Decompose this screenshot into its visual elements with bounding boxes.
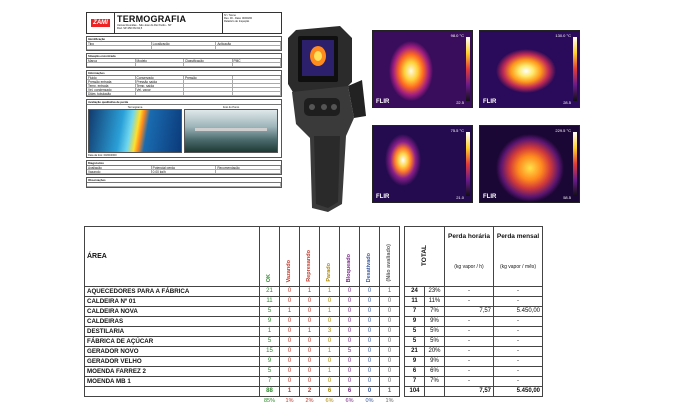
status-count: 6 <box>320 387 340 397</box>
form-cell <box>233 80 282 83</box>
form-cell: Classificação <box>184 59 233 62</box>
subtitle-line: Rod. SP-350 KM 92,5 <box>117 27 143 31</box>
status-count: 5 <box>260 307 280 317</box>
status-count: 0 <box>300 297 320 307</box>
thermal-image-4 <box>479 125 580 203</box>
total-count: 21 <box>405 347 425 357</box>
min-temp-label: 21.0 <box>456 195 464 200</box>
report-header <box>86 12 282 34</box>
form-cell <box>216 170 281 173</box>
perda-mensal-value: 5.450,00 <box>494 387 543 397</box>
perda-horaria-value: - <box>445 287 494 297</box>
perda-horaria-value: 7,57 <box>445 387 494 397</box>
status-count: 2 <box>300 387 320 397</box>
status-count: 1 <box>320 367 340 377</box>
status-count: 0 <box>380 337 400 347</box>
images-section-title: Avaliação qualitativa de perda <box>87 100 281 105</box>
form-row <box>87 46 281 50</box>
status-count: 5 <box>260 337 280 347</box>
form-cell <box>184 88 233 91</box>
form-cell: Potencial perda <box>152 166 217 169</box>
form-cell <box>233 92 282 95</box>
temperature-scale <box>466 37 470 101</box>
status-count: 15 <box>260 347 280 357</box>
perda-mensal-value: - <box>494 357 543 367</box>
status-count: 0 <box>340 367 360 377</box>
totals-row <box>85 387 543 397</box>
perda-horaria-value: - <box>445 327 494 337</box>
total-count: 24 <box>405 287 425 297</box>
form-row <box>87 183 281 187</box>
perda-mensal-header <box>494 227 543 287</box>
temperature-scale <box>466 132 470 196</box>
area-name: CALDEIRAS <box>85 317 260 327</box>
perda-mensal-value: - <box>494 297 543 307</box>
table-row <box>85 287 543 297</box>
perda-unit: (kg vapor / mês) <box>499 264 537 270</box>
area-name: GERADOR VELHO <box>85 357 260 367</box>
status-count: 0 <box>280 337 300 347</box>
temperature-scale <box>573 37 577 101</box>
title-area <box>115 13 223 33</box>
total-percent: 9% <box>425 317 445 327</box>
subtitle-line: Usinas Reunidas - São José do Rio Pardo - SP <box>117 24 172 27</box>
thermal-image-2 <box>479 30 580 108</box>
perda-title: Perda horária <box>448 233 490 240</box>
status-count: 0 <box>360 387 380 397</box>
form-cell: Temp. entrada <box>87 84 136 87</box>
logo-text: ZAMI <box>93 20 108 26</box>
area-name: MOENDA MB 1 <box>85 377 260 387</box>
form-cell: Fluido <box>87 76 136 79</box>
total-percent: 5% <box>425 337 445 347</box>
report-form <box>86 12 282 222</box>
table-row <box>85 347 543 357</box>
min-temp-label: 28.5 <box>563 100 571 105</box>
inspection-summary-table <box>84 226 543 406</box>
thermal-image-3 <box>372 125 473 203</box>
status-count: 1 <box>380 287 400 297</box>
status-count: 9 <box>260 317 280 327</box>
form-cell <box>184 80 233 83</box>
table-row <box>85 327 543 337</box>
status-count: 0 <box>380 367 400 377</box>
status-label: OK <box>266 273 272 282</box>
status-count: 1 <box>300 327 320 337</box>
status-count: 0 <box>300 347 320 357</box>
perda-mensal-value: - <box>494 337 543 347</box>
total-label: TOTAL <box>421 244 428 267</box>
perda-mensal-value: - <box>494 377 543 387</box>
form-section-title: Observações <box>87 178 281 183</box>
form-cell <box>136 63 185 66</box>
total-count: 104 <box>405 387 425 397</box>
status-count: 0 <box>280 367 300 377</box>
form-cell: Vazando <box>87 170 152 173</box>
status-count: 1 <box>320 307 340 317</box>
thermal-image-1 <box>372 30 473 108</box>
status-label: Bloqueado <box>346 253 352 282</box>
status-count: 0 <box>360 287 380 297</box>
form-cell: Tipo <box>87 42 152 45</box>
status-count: 6 <box>340 387 360 397</box>
form-row <box>87 170 281 174</box>
thermal-camera-image <box>282 24 378 214</box>
status-count: 1 <box>280 307 300 317</box>
status-count: 0 <box>280 347 300 357</box>
status-count: 9 <box>260 357 280 367</box>
status-label: Desativado <box>366 252 372 282</box>
images-section <box>86 99 282 158</box>
perda-mensal-value: 5.450,00 <box>494 307 543 317</box>
perda-horaria-value: - <box>445 297 494 307</box>
status-count: 0 <box>380 297 400 307</box>
status-count: 5 <box>260 367 280 377</box>
perda-horaria-value: - <box>445 357 494 367</box>
table-row <box>85 297 543 307</box>
thermogram-caption: Termograma <box>127 106 143 109</box>
table-body <box>85 287 543 407</box>
status-count: 7 <box>260 377 280 387</box>
status-count: 0 <box>360 367 380 377</box>
status-count: 0 <box>340 377 360 387</box>
meta-line: Rev. 00 - Data: 00/00/00 <box>224 17 253 21</box>
form-section <box>86 36 282 51</box>
total-column-header <box>405 227 445 287</box>
status-count: 1 <box>280 387 300 397</box>
flir-logo: FLIR <box>376 194 390 200</box>
status-label: Parado <box>326 263 332 282</box>
form-cell: Avaliação <box>87 166 152 169</box>
status-percent: 1% <box>285 398 294 404</box>
status-count: 0 <box>340 317 360 327</box>
perda-mensal-value: - <box>494 347 543 357</box>
form-section-title: Situação encontrada <box>87 54 281 59</box>
status-count: 1 <box>260 327 280 337</box>
total-percent <box>425 387 445 397</box>
table-row <box>85 377 543 387</box>
status-count: 0 <box>340 327 360 337</box>
status-count: 1 <box>380 387 400 397</box>
form-cell: PMC <box>233 59 282 62</box>
thermogram-image <box>88 109 182 153</box>
max-temp-label: 75.5 °C <box>450 128 464 133</box>
area-name: MOENDA FARREZ 2 <box>85 367 260 377</box>
status-count: 0 <box>300 307 320 317</box>
status-count: 0 <box>380 307 400 317</box>
form-cell: Temp. saída <box>136 84 185 87</box>
status-count: 0 <box>280 327 300 337</box>
status-count: 0 <box>280 377 300 387</box>
status-count: 0 <box>380 347 400 357</box>
perda-title: Perda mensal <box>496 233 540 240</box>
total-percent: 7% <box>425 307 445 317</box>
form-section-title: Diagnóstico <box>87 161 281 166</box>
total-count: 7 <box>405 307 425 317</box>
perda-mensal-value: - <box>494 367 543 377</box>
zami-logo <box>87 13 115 33</box>
temperature-scale <box>573 132 577 196</box>
area-name: CALDEIRA NOVA <box>85 307 260 317</box>
status-column-header <box>300 227 320 287</box>
form-cell: Recomendação <box>216 166 281 169</box>
total-count: 5 <box>405 337 425 347</box>
perda-horaria-value: - <box>445 317 494 327</box>
status-count: 0 <box>380 327 400 337</box>
perda-mensal-value: - <box>494 327 543 337</box>
form-cell <box>87 63 136 66</box>
report-meta <box>223 13 281 33</box>
total-percent: 5% <box>425 327 445 337</box>
form-cell: Modelo <box>136 59 185 62</box>
status-count: 0 <box>280 317 300 327</box>
form-section <box>86 70 282 97</box>
min-temp-label: 58.5 <box>563 195 571 200</box>
status-count: 0 <box>320 357 340 367</box>
status-count: 0 <box>280 357 300 367</box>
form-row <box>87 63 281 67</box>
form-cell: 0,00 kg/h <box>152 170 217 173</box>
perda-horaria-value: - <box>445 377 494 387</box>
status-count: 1 <box>320 287 340 297</box>
perda-mensal-value: - <box>494 317 543 327</box>
status-label: (Não avaliado) <box>386 244 392 282</box>
area-name: AQUECEDORES PARA A FÁBRICA <box>85 287 260 297</box>
status-count: 0 <box>320 297 340 307</box>
meta-line: Nº / Nome <box>224 14 236 17</box>
status-column-header <box>320 227 340 287</box>
status-column-header <box>280 227 300 287</box>
table-header-row <box>85 227 543 287</box>
area-name: DESTILARIA <box>85 327 260 337</box>
form-cell <box>184 63 233 66</box>
max-temp-label: 130.0 °C <box>555 33 571 38</box>
status-count: 0 <box>340 307 360 317</box>
status-percent: 85% <box>263 398 275 404</box>
blank-cell <box>85 397 260 407</box>
table-row <box>85 317 543 327</box>
report-sections-bottom <box>86 160 282 188</box>
form-row <box>87 92 281 96</box>
status-count: 1 <box>300 287 320 297</box>
status-count: 0 <box>340 287 360 297</box>
total-count: 6 <box>405 367 425 377</box>
status-count: 0 <box>360 307 380 317</box>
status-label: Represando <box>306 250 312 282</box>
status-count: 0 <box>280 297 300 307</box>
form-cell: Pressão saída <box>136 80 185 83</box>
area-name: CALDEIRA Nº 01 <box>85 297 260 307</box>
total-percent: 20% <box>425 347 445 357</box>
table-row <box>85 307 543 317</box>
status-count: 0 <box>300 377 320 387</box>
flir-logo: FLIR <box>376 99 390 105</box>
total-percent: 6% <box>425 367 445 377</box>
status-column-header <box>360 227 380 287</box>
status-count: 88 <box>260 387 280 397</box>
form-cell <box>216 46 281 49</box>
status-count: 0 <box>360 327 380 337</box>
max-temp-label: 98.0 °C <box>450 33 464 38</box>
status-count: 3 <box>320 327 340 337</box>
status-count: 11 <box>260 297 280 307</box>
form-cell: Conservado <box>136 76 185 79</box>
form-section <box>86 160 282 175</box>
total-count: 7 <box>405 377 425 387</box>
area-column-header: ÁREA <box>85 227 260 287</box>
min-temp-label: 22.5 <box>456 100 464 105</box>
status-count: 5 <box>340 347 360 357</box>
status-count: 0 <box>320 337 340 347</box>
form-cell: Vel. vapor <box>136 88 185 91</box>
status-percent: 2% <box>305 398 314 404</box>
status-percent: 1% <box>385 398 394 404</box>
status-count: 0 <box>300 367 320 377</box>
status-count: 0 <box>360 357 380 367</box>
status-count: 0 <box>300 317 320 327</box>
perda-mensal-value: - <box>494 287 543 297</box>
form-cell <box>136 92 185 95</box>
perda-horaria-header <box>445 227 494 287</box>
perda-unit: (kg vapor / h) <box>454 264 484 270</box>
status-count: 0 <box>380 377 400 387</box>
status-column-header <box>340 227 360 287</box>
area-name: FÁBRICA DE AÇÚCAR <box>85 337 260 347</box>
report-sections <box>86 36 282 97</box>
status-count: 0 <box>280 287 300 297</box>
meta-line: Relatório de Inspeção <box>224 20 250 24</box>
status-percent: 0% <box>365 398 374 404</box>
status-count: 0 <box>380 317 400 327</box>
perda-horaria-value: - <box>445 347 494 357</box>
flir-logo: FLIR <box>483 99 497 105</box>
form-cell <box>184 84 233 87</box>
form-cell: Pressão entrada <box>87 80 136 83</box>
area-name: GERADOR NOVO <box>85 347 260 357</box>
image-pair <box>87 105 281 154</box>
table-row <box>85 367 543 377</box>
form-cell: Vel. condensado <box>87 88 136 91</box>
form-cell <box>87 183 281 186</box>
status-label: Vazando <box>286 259 292 282</box>
status-count: 0 <box>360 337 380 347</box>
form-cell: Localização <box>152 42 217 45</box>
total-count: 5 <box>405 327 425 337</box>
table-row <box>85 357 543 367</box>
status-column-header <box>380 227 400 287</box>
total-count: 11 <box>405 297 425 307</box>
total-percent: 11% <box>425 297 445 307</box>
perda-horaria-value: - <box>445 337 494 347</box>
form-section <box>86 53 282 68</box>
form-cell <box>152 46 217 49</box>
photo-caption: Foto do Ponto <box>222 106 240 109</box>
status-count: 0 <box>340 297 360 307</box>
total-percent: 9% <box>425 357 445 367</box>
status-count: 0 <box>360 317 380 327</box>
status-count: 0 <box>340 357 360 367</box>
total-count: 9 <box>405 317 425 327</box>
photo-date: Data da foto: 00/00/0000 <box>88 154 117 157</box>
status-count: 0 <box>360 297 380 307</box>
perda-horaria-value: - <box>445 367 494 377</box>
table-row <box>85 337 543 347</box>
area-name <box>85 387 260 397</box>
total-percent: 23% <box>425 287 445 297</box>
form-cell <box>87 46 152 49</box>
form-cell <box>184 92 233 95</box>
status-column-header <box>260 227 280 287</box>
status-percent-row <box>85 397 543 407</box>
max-temp-label: 229.5 °C <box>555 128 571 133</box>
status-percent: 6% <box>325 398 334 404</box>
status-count: 0 <box>360 347 380 357</box>
form-section-title: Informações <box>87 71 281 76</box>
status-count: 0 <box>300 337 320 347</box>
status-count: 0 <box>340 337 360 347</box>
status-count: 0 <box>360 377 380 387</box>
status-count: 0 <box>320 377 340 387</box>
form-cell: Aplicação <box>216 42 281 45</box>
form-cell <box>233 84 282 87</box>
form-cell: Marca <box>87 59 136 62</box>
form-cell <box>233 88 282 91</box>
total-count: 9 <box>405 357 425 367</box>
form-section-title: Identificação <box>87 37 281 42</box>
status-count: 0 <box>300 357 320 367</box>
flir-logo: FLIR <box>483 194 497 200</box>
total-percent: 7% <box>425 377 445 387</box>
status-count: 21 <box>260 287 280 297</box>
status-count: 1 <box>320 347 340 357</box>
form-cell <box>233 63 282 66</box>
form-cell <box>233 76 282 79</box>
form-cell: Diâm. tubulação <box>87 92 136 95</box>
form-cell: Pressão <box>184 76 233 79</box>
status-percent: 6% <box>345 398 354 404</box>
form-section <box>86 177 282 188</box>
report-title: TERMOGRAFIA <box>117 14 187 24</box>
status-count: 0 <box>320 317 340 327</box>
site-photo <box>184 109 278 153</box>
status-count: 0 <box>380 357 400 367</box>
perda-horaria-value: 7,57 <box>445 307 494 317</box>
